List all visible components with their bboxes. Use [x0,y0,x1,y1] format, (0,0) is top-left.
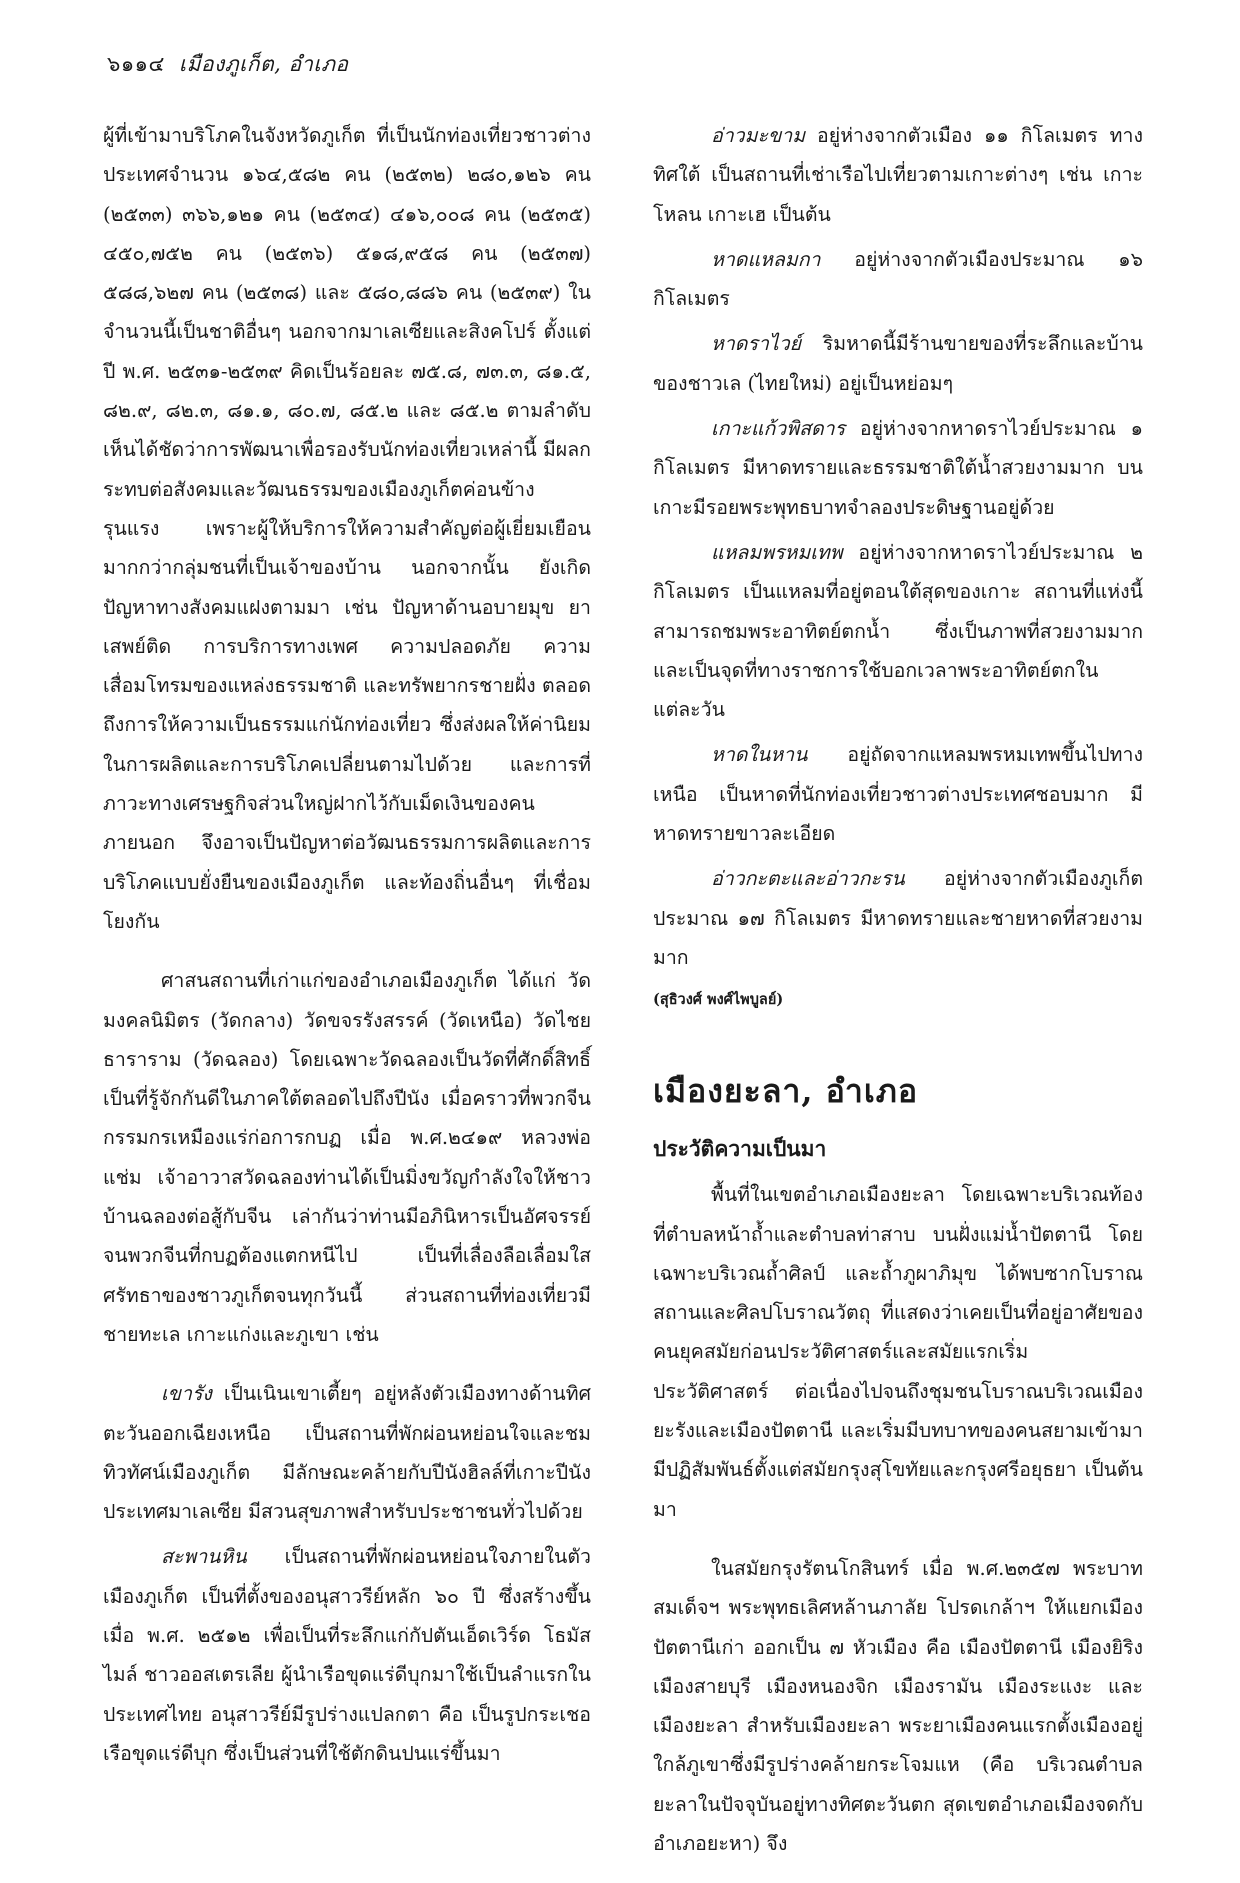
paragraph-ao-makham [653,116,1143,234]
paragraph-kata-karon [653,859,1143,977]
paragraph-nai-harn [653,735,1143,853]
text-laem-ka: อยู่ห่างจากตัวเมืองประมาณ ๑๖ กิโลเมตร [653,247,1143,311]
text-rawai: ริมหาดนี้มีร้านขายของที่ระลึกและบ้านของชาวเล (ไทยใหม่) อยู่เป็นหย่อมๆ [653,332,1143,395]
term-promthep: แหลมพรหมเทพ [711,540,843,564]
term-ao-makham: อ่าวมะขาม [711,124,806,147]
paragraph-rawai [653,324,1143,403]
term-rawai: หาดราไวย์ [711,332,802,356]
paragraph-laem-ka [653,240,1143,319]
sub-heading: ประวัติความเป็นมา [653,1136,827,1162]
text-koh-kaew: อยู่ห่างจากหาดราไวย์ประมาณ ๑ กิโลเมตร มีหาดทรายและธรรมชาติใต้น้ำสวยงามมาก บนเกาะมีรอยพระพุทธบาทจำลองประดิษฐานอยู่ด้วย [653,417,1143,519]
paragraph-rattanakosin: ในสมัยกรุงรัตนโกสินทร์ เมื่อ พ.ศ.๒๓๕๗ พระบาทสมเด็จฯ พระพุทธเลิศหล้านภาลัย โปรดเกล้าฯ ให้แยกเมืองปัตตานีเก่า ออกเป็น ๗ หัวเมือง คือ เมืองปัตตานี เมืองยิริง เมืองสายบุรี เมืองหนองจิก เมืองรามัน เมืองระแงะ และเมืองยะลา สำหรับเมืองยะลา พระยาเมืองคนแรกตั้งเมืองอยู่ใกล้ภูเขาซึ่งมีรูปร่างคล้ายกระโจมแห (คือ บริเวณตำบลยะลาในปัจจุบันอยู่ทางทิศตะวันตก สุดเขตอำเภอเมืองจดกับอำเภอยะหา) จึง [653,1556,1143,1855]
paragraph-saphan-hin [103,1537,591,1773]
term-nai-harn: หาดในหาน [711,743,808,767]
author-credit: (สุธิวงศ์ พงศ์ไพบูลย์) [653,991,784,1009]
text-promthep: อยู่ห่างจากหาดราไวย์ประมาณ ๒ กิโลเมตร เป็นแหลมที่อยู่ตอนใต้สุดของเกาะ สถานที่แห่งนี้สามารถชมพระอาทิตย์ตกน้ำ ซึ่งเป็นภาพที่สวยงามมาก และเป็นจุดที่ทางราชการใช้บอกเวลาพระอาทิตย์ตกในแต่ละวัน [653,540,1143,722]
page-number: ๖๑๑๔ [107,52,165,76]
term-khao-rang: เขารัง [161,1382,212,1406]
paragraph-yala-history: พื้นที่ในเขตอำเภอเมืองยะลา โดยเฉพาะบริเวณท้องที่ตำบลหน้าถ้ำและตำบลท่าสาบ บนฝั่งแม่น้ำปัตตานี โดยเฉพาะบริเวณถ้ำศิลป์ และถ้ำภูผาภิมุข ได้พบซากโบราณสถานและศิลปโบราณวัตถุ ที่แสดงว่าเคยเป็นที่อยู่อาศัยของคนยุคสมัยก่อนประวัติศาสตร์และสมัยแรกเริ่มประวัติศาสตร์ ต่อเนื่องไปจนถึงชุมชนโบราณบริเวณเมืองยะรังและเมืองปัตตานี และเริ่มมีบทบาทของคนสยามเข้ามามีปฏิสัมพันธ์ตั้งแต่สมัยกรุงสุโขทัยและกรุงศรีอยุธยา เป็นต้นมา [653,1183,1143,1521]
paragraph-khao-rang [103,1374,591,1531]
term-koh-kaew: เกาะแก้วพิสดาร [711,417,846,441]
term-laem-ka: หาดแหลมกา [711,247,821,271]
text-nai-harn: อยู่ถัดจากแหลมพรหมเทพขึ้นไปทางเหนือ เป็นหาดที่นักท่องเที่ยวชาวต่างประเทศชอบมาก มีหาดทรายขาวละเอียด [653,743,1143,846]
text-khao-rang: เป็นเนินเขาเตี้ยๆ อยู่หลังตัวเมืองทางด้านทิศตะวันออกเฉียงเหนือ เป็นสถานที่พักผ่อนหย่อนใจและชมทิวทัศน์เมืองภูเก็ต มีลักษณะคล้ายกับปีนังฮิลล์ที่เกาะปีนัง ประเทศมาเลเซีย มีสวนสุขภาพสำหรับประชาชนทั่วไปด้วย [103,1382,591,1524]
term-kata-karon: อ่าวกะตะและอ่าวกะรน [711,867,905,891]
running-header [107,48,349,81]
section-title: เมืองยะลา, อำเภอ [653,1072,919,1111]
term-saphan-hin: สะพานหิน [161,1545,247,1569]
text-saphan-hin: เป็นสถานที่พักผ่อนหย่อนใจภายในตัวเมืองภูเก็ต เป็นที่ตั้งของอนุสาวรีย์หลัก ๖๐ ปี ซึ่งสร้างขึ้นเมื่อ พ.ศ. ๒๕๑๒ เพื่อเป็นที่ระลึกแก่กัปตันเอ็ดเวิร์ด โธมัส ไมล์ ชาวออสเตรเลีย ผู้นำเรือขุดแร่ดีบุกมาใช้เป็นลำแรกในประเทศไทย อนุสาวรีย์มีรูปร่างแปลกตา คือ เป็นรูปกระเชอเรือขุดแร่ดีบุก ซึ่งเป็นส่วนที่ใช้ตักดินปนแร่ขึ้นมา [103,1545,591,1765]
paragraph-promthep [653,533,1143,729]
text-ao-makham: อยู่ห่างจากตัวเมือง ๑๑ กิโลเมตร ทางทิศใต้ เป็นสถานที่เช่าเรือไปเที่ยวตามเกาะต่างๆ เช่น เกาะโหลน เกาะเฮ เป็นต้น [653,124,1143,226]
text-kata-karon: อยู่ห่างจากตัวเมืองภูเก็ต ประมาณ ๑๗ กิโลเมตร มีหาดทรายและชายหาดที่สวยงามมาก [653,867,1143,969]
paragraph-tourism-statistics: ผู้ที่เข้ามาบริโภคในจังหวัดภูเก็ต ที่เป็นนักท่องเที่ยวชาวต่างประเทศจำนวน ๑๖๔,๕๘๒ คน (๒๕๓๒) ๒๘๐,๑๒๖ คน (๒๕๓๓) ๓๖๖,๑๒๑ คน (๒๕๓๔) ๔๑๖,๐๐๘ คน (๒๕๓๕) ๔๕๐,๗๕๒ คน (๒๕๓๖) ๕๑๘,๙๕๘ คน (๒๕๓๗) ๕๘๘,๖๒๗ คน (๒๕๓๘) และ ๕๘๐,๘๘๖ คน (๒๕๓๙) ในจำนวนนี้เป็นชาติอื่นๆ นอกจากมาเลเซียและสิงคโปร์ ตั้งแต่ปี พ.ศ. ๒๕๓๑-๒๕๓๙ คิดเป็นร้อยละ ๗๕.๘, ๗๓.๓, ๘๑.๕, ๘๒.๙, ๘๒.๓, ๘๑.๑, ๘๐.๗, ๘๕.๒ และ ๘๕.๒ ตามลำดับ เห็นได้ชัดว่าการพัฒนาเพื่อรองรับนักท่องเที่ยวเหล่านี้ มีผลกระทบต่อสังคมและวัฒนธรรมของเมืองภูเก็ตค่อนข้างรุนแรง เพราะผู้ให้บริการให้ความสำคัญต่อผู้เยี่ยมเยือนมากกว่ากลุ่มชนที่เป็นเจ้าของบ้าน นอกจากนั้น ยังเกิดปัญหาทางสังคมแฝงตามมา เช่น ปัญหาด้านอบายมุข ยาเสพย์ติด การบริการทางเพศ ความปลอดภัย ความเสื่อมโทรมของแหล่งธรรมชาติ และทรัพยากรชายฝั่ง ตลอดถึงการให้ความเป็นธรรมแก่นักท่องเที่ยว ซึ่งส่งผลให้ค่านิยมในการผลิตและการบริโภคเปลี่ยนตามไปด้วย และการที่ภาวะทางเศรษฐกิจส่วนใหญ่ฝากไว้กับเม็ดเงินของคนภายนอก จึงอาจเป็นปัญหาต่อวัฒนธรรมการผลิตและการบริโภคแบบยั่งยืนของเมืองภูเก็ต และท้องถิ่นอื่นๆ ที่เชื่อมโยงกัน [103,124,591,933]
paragraph-koh-kaew [653,409,1143,527]
left-column [103,116,591,1793]
right-column [653,116,1143,1883]
running-title: เมืองภูเก็ต, อำเภอ [178,52,349,76]
paragraph-religious-sites: ศาสนสถานที่เก่าแก่ของอำเภอเมืองภูเก็ต ได้แก่ วัดมงคลนิมิตร (วัดกลาง) วัดขจรรังสรรค์ (วัดเหนือ) วัดไชยธาราราม (วัดฉลอง) โดยเฉพาะวัดฉลองเป็นวัดที่ศักดิ์สิทธิ์ เป็นที่รู้จักกันดีในภาคใต้ตลอดไปถึงปีนัง เมื่อคราวที่พวกจีนกรรมกรเหมืองแร่ก่อการกบฏ เมื่อ พ.ศ.๒๔๑๙ หลวงพ่อแช่ม เจ้าอาวาสวัดฉลองท่านได้เป็นมิ่งขวัญกำลังใจให้ชาวบ้านฉลองต่อสู้กับจีน เล่ากันว่าท่านมีอภินิหารเป็นอัศจรรย์ จนพวกจีนที่กบฏต้องแตกหนีไป เป็นที่เลื่องลือเลื่อมใสศรัทธาของชาวภูเก็ตจนทุกวันนี้ ส่วนสถานที่ท่องเที่ยวมีชายทะเล เกาะแก่งและภูเขา เช่น [103,969,591,1346]
